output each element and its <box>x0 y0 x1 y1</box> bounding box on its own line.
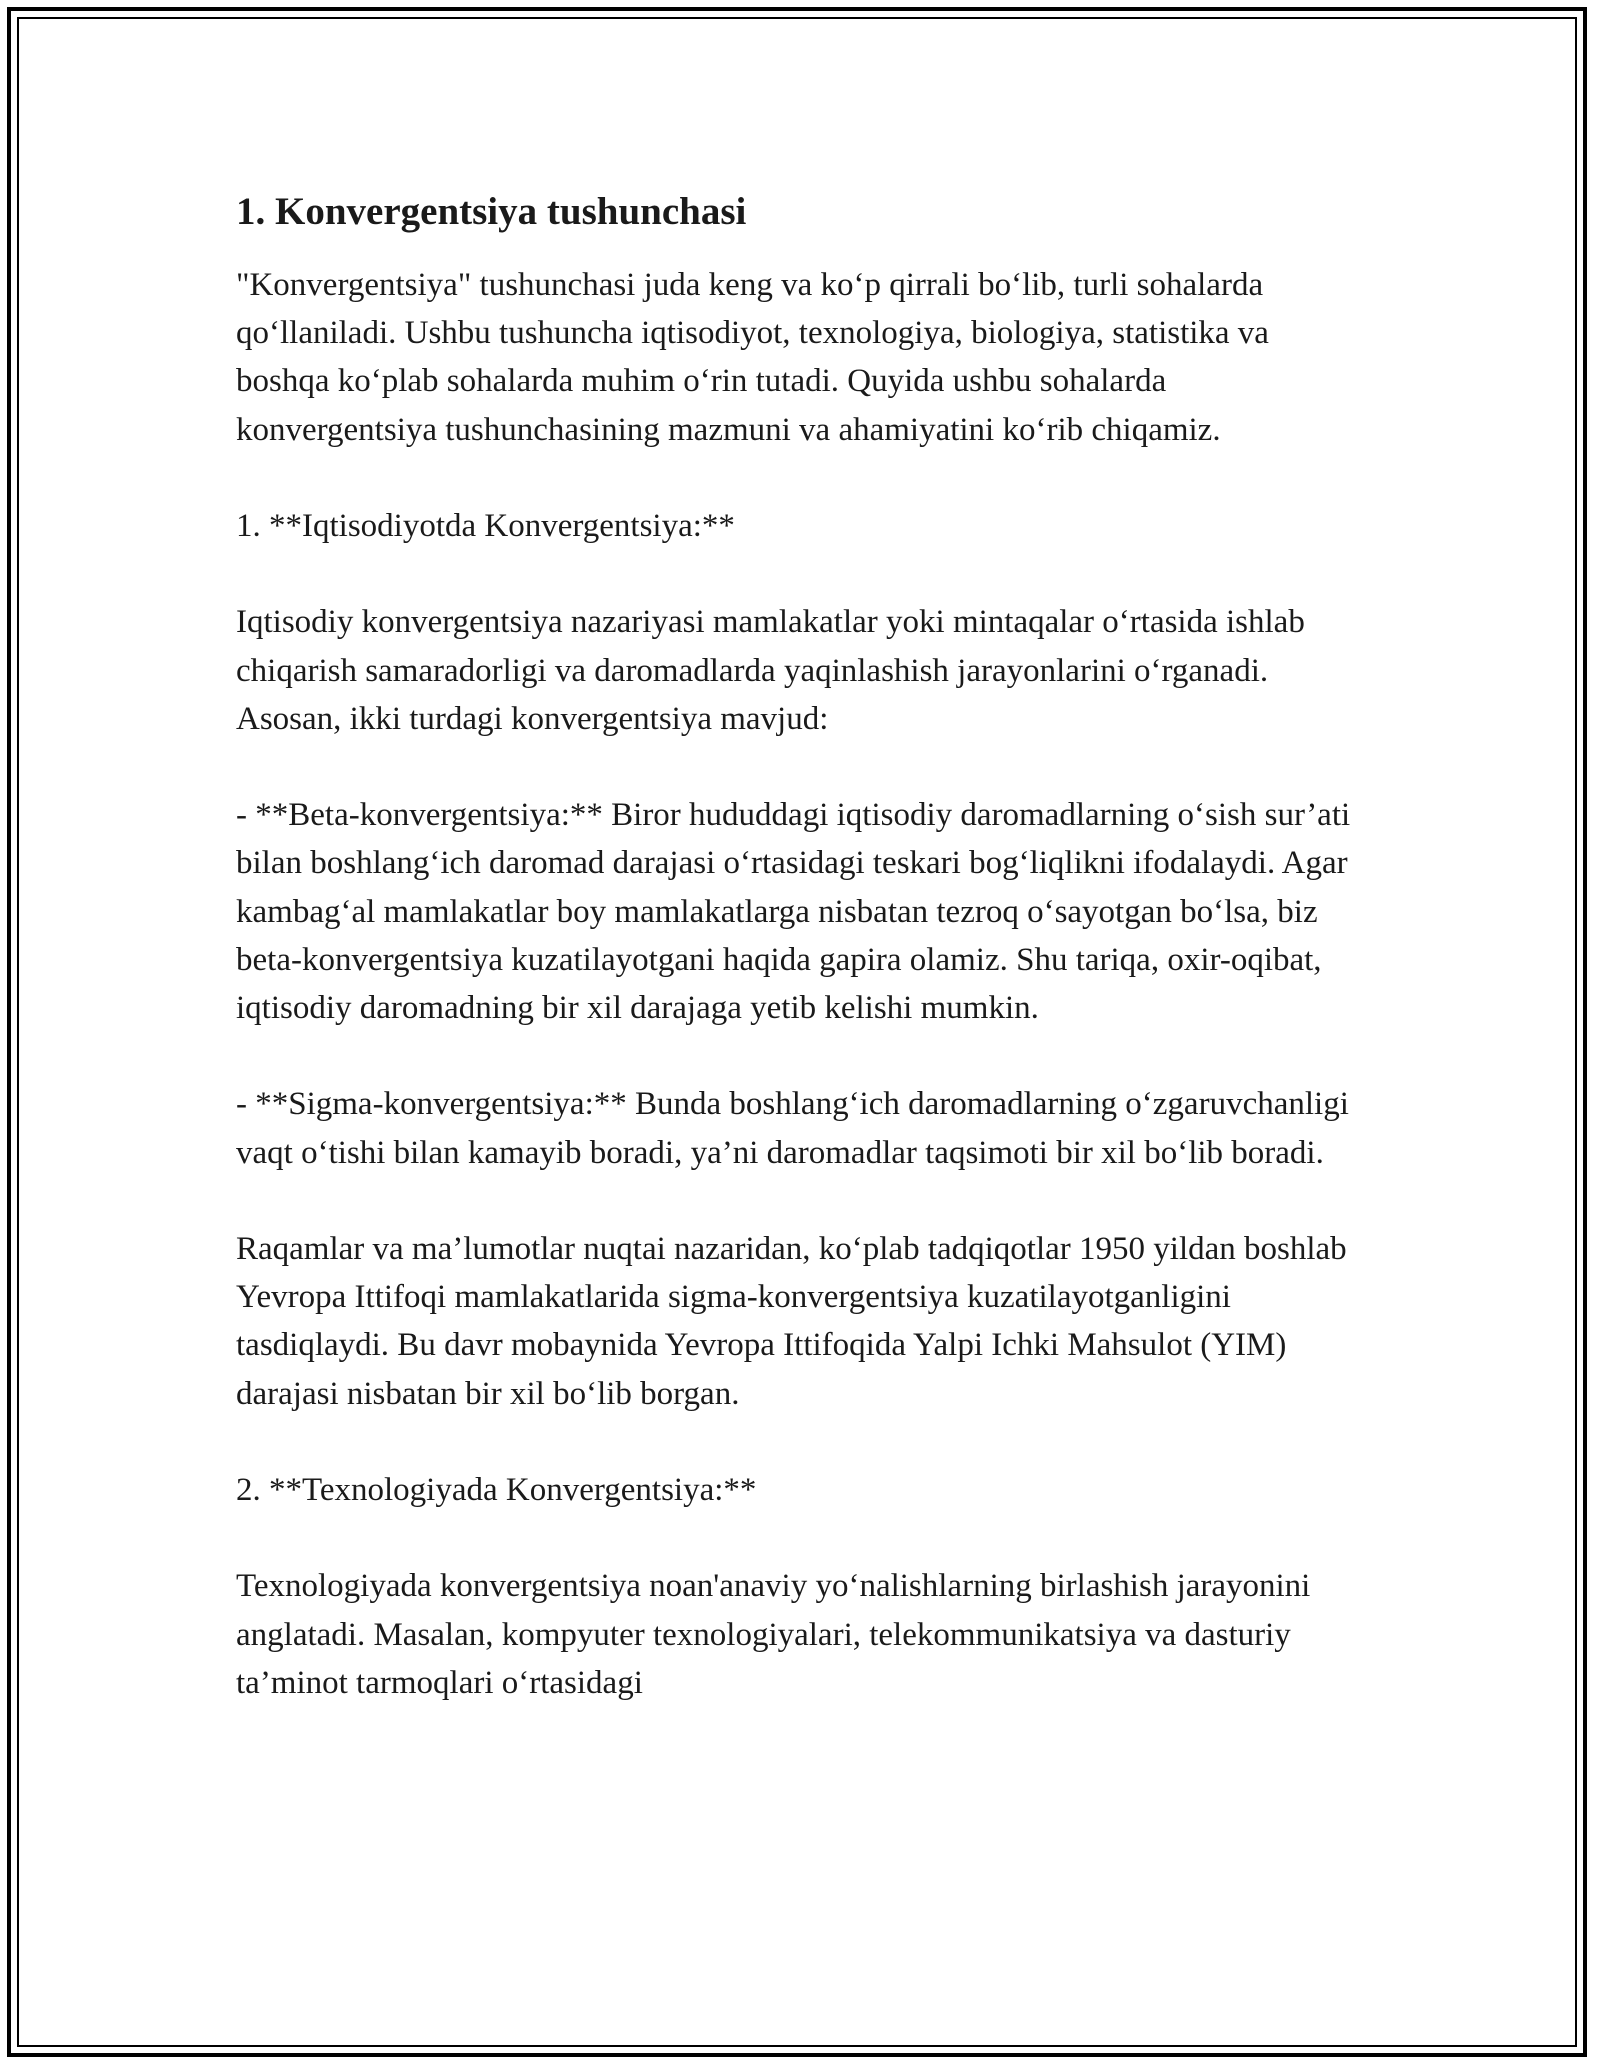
statistics-paragraph: Raqamlar va ma’lumotlar nuqtai nazaridan, ko‘plab tadqiqotlar 1950 yildan boshlab Yevropa Ittifoqi mamlakatlarida sigma-konvergentsiya kuzatilayotganligini tasdiqlaydi. Bu davr mobaynida Yevropa Ittifoqida Yalpi Ichki Mahsulot (YIM) darajasi nisbatan bir xil bo‘lib borgan. <box>236 1230 1347 1412</box>
technology-subheading: 2. **Texnologiyada Konvergentsiya:** <box>236 1471 757 1508</box>
economics-paragraph: Iqtisodiy konvergentsiya nazariyasi mamlakatlar yoki mintaqalar o‘rtasida ishlab chiqarish samaradorligi va daromadlarda yaqinlashish jarayonlarini o‘rganadi. Asosan, ikki turdagi konvergentsiya mavjud: <box>236 604 1305 737</box>
section-heading: 1. Konvergentsiya tushunchasi <box>236 190 747 233</box>
document-body <box>236 186 1356 1707</box>
technology-paragraph: Texnologiyada konvergentsiya noan'anaviy yo‘nalishlarning birlashish jarayonini anglatadi. Masalan, kompyuter texnologiyalari, telekommunikatsiya va dasturiy ta’minot tarmoqlari o‘rtasidagi <box>236 1568 1311 1701</box>
beta-convergence-item: - **Beta-konvergentsiya:** Biror hududdagi iqtisodiy daromadlarning o‘sish sur’ati bilan boshlang‘ich daromad darajasi o‘rtasidagi teskari bog‘liqlikni ifodalaydi. Agar kambag‘al mamlakatlar boy mamlakatlarga nisbatan tezroq o‘sayotgan bo‘lsa, biz beta-konvergentsiya kuzatilayotgani haqida gapira olamiz. Shu tariqa, oxir-oqibat, iqtisodiy daromadning bir xil darajaga yetib kelishi mumkin. <box>236 797 1351 1026</box>
economics-subheading: 1. **Iqtisodiyotda Konvergentsiya:** <box>236 508 735 544</box>
intro-paragraph: "Konvergentsiya" tushunchasi juda keng va ko‘p qirrali bo‘lib, turli sohalarda qo‘llaniladi. Ushbu tushuncha iqtisodiyot, texnologiya, biologiya, statistika va boshqa ko‘plab sohalarda muhim o‘rin tutadi. Quyida ushbu sohalarda konvergentsiya tushunchasining mazmuni va ahamiyatini ko‘rib chiqamiz. <box>236 267 1269 448</box>
sigma-convergence-item: - **Sigma-konvergentsiya:** Bunda boshlang‘ich daromadlarning o‘zgaruvchanligi vaqt o‘tishi bilan kamayib boradi, ya’ni daromadlar taqsimoti bir xil bo‘lib boradi. <box>236 1086 1349 1171</box>
